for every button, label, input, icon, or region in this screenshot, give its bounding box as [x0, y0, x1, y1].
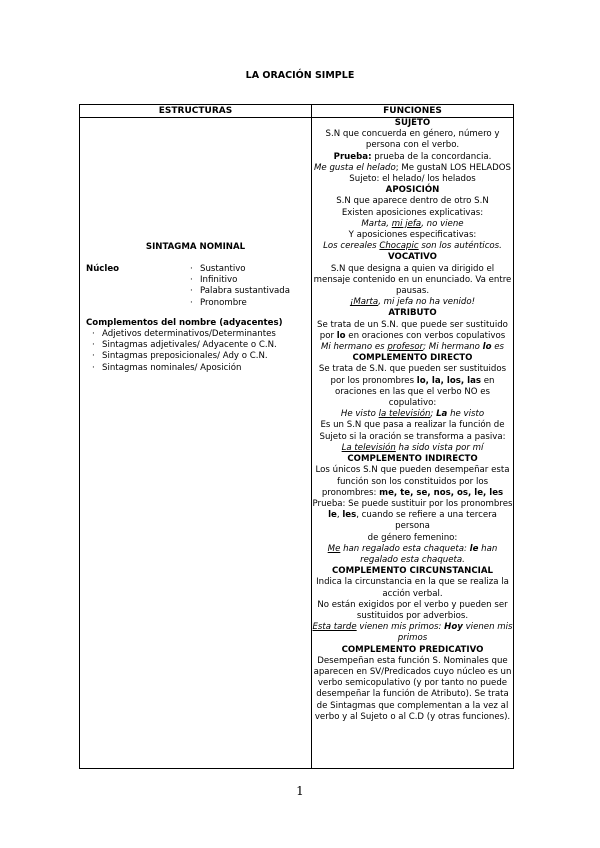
complementos-list — [92, 329, 277, 374]
cc-adverbios: No están exigidos por el verbo y pueden ser sustituidos por adverbios. — [317, 599, 508, 621]
section-title-aposicion: APOSICIÓN — [385, 185, 440, 196]
section-title-cc: COMPLEMENTO CIRCUNSTANCIAL — [331, 566, 494, 577]
list-item: · Adjetivos determinativos/Determinantes — [92, 329, 276, 339]
vocativo-definition: S.N que designa a quien va dirigido el mensaje contenido en un enunciado. Va entre pausas. — [313, 263, 512, 297]
section-title-cd: COMPLEMENTO DIRECTO — [352, 353, 473, 364]
list-item: · Sintagmas preposicionales/ Ady o C.N. — [92, 351, 268, 362]
complementos-title: Complementos del nombre (adyacentes) — [86, 318, 283, 328]
sujeto-example-2: Sujeto: el helado/ los helados — [349, 174, 476, 185]
page-number: 1 — [296, 784, 304, 798]
list-item: · Palabra sustantivada — [190, 286, 291, 297]
aposicion-especificativas: Y aposiciones especificativas: — [348, 230, 477, 241]
table-body-row — [80, 118, 514, 769]
ci-prueba: Prueba: Se puede sustituir por los pronombres le, les, cuando se refiere a una tercera persona — [312, 498, 513, 532]
aposicion-definition: S.N que aparece dentro de otro S.N — [336, 196, 489, 207]
cd-definition: Se trata de S.N. que pueden ser sustituidos por los pronombres lo, la, los, las en oraciones en las que el verbo NO es copulativo: — [318, 364, 507, 409]
list-item: · Sintagmas nominales/ Aposición — [92, 362, 242, 373]
cc-example: Esta tarde vienen mis primos: Hoy vienen mis primos — [312, 622, 513, 644]
header-estructuras: ESTRUCTURAS — [80, 105, 312, 118]
funciones-cell — [312, 118, 514, 769]
cd-pasiva: Es un S.N que pasa a realizar la función de Sujeto si la oración se transforma a pasiva: — [319, 420, 506, 442]
page-title: LA ORACIÓN SIMPLE — [245, 70, 355, 81]
header-funciones: FUNCIONES — [312, 105, 514, 118]
table-header-row — [80, 105, 514, 118]
cd-example: He visto la televisión; La he visto — [340, 409, 485, 420]
sujeto-example: Me gusta el helado; Me gustaN LOS HELADOS — [314, 162, 511, 173]
section-title-atributo: ATRIBUTO — [388, 308, 437, 319]
sujeto-prueba: Prueba: prueba de la concordancia. — [333, 151, 492, 162]
ci-example: Me han regalado esta chaqueta: le han regalado esta chaqueta. — [327, 543, 498, 565]
estructuras-cell — [80, 118, 312, 769]
structures-functions-table — [79, 104, 514, 769]
section-title-cpred: COMPLEMENTO PREDICATIVO — [341, 644, 484, 655]
ci-genero: de género femenino: — [367, 532, 458, 543]
vocativo-example: ¡Marta, mi jefa no ha venido! — [349, 297, 476, 308]
section-title-vocativo: VOCATIVO — [388, 252, 437, 263]
sujeto-definition: S.N que concuerda en género, número y persona con el verbo. — [325, 129, 500, 151]
atributo-definition: Se trata de un S.N. que puede ser sustituido por lo en oraciones con verbos copulativos — [317, 319, 508, 341]
atributo-example: Mi hermano es profesor; Mi hermano lo es — [320, 342, 505, 353]
list-item: · Pronombre — [190, 297, 247, 308]
aposicion-example: Marta, mi jefa, no viene — [361, 218, 464, 229]
cd-example-2: La televisión ha sido vista por mí — [341, 442, 484, 453]
aposicion-explicativas: Existen aposiciones explicativas: — [341, 207, 484, 218]
list-item: · Infinitivo — [190, 275, 238, 286]
section-title-sujeto: SUJETO — [394, 118, 431, 128]
nucleo-label: Núcleo — [86, 264, 120, 274]
list-item: · Sustantivo — [190, 264, 246, 274]
ci-definition: Los únicos S.N que pueden desempeñar esta función son los constituidos por los pronombres: me, te, se, nos, os, le, les — [315, 465, 510, 498]
cpred-definition: Desempeñan esta función S. Nominales que aparecen en SV/Predicados cuyo núcleo es un verbo semicopulativo (y por tanto no puede desempeñar la función de Atributo). Se trata de Sintagmas que complementan a la vez al verbo y al Sujeto o al C.D (y otras funciones). — [313, 655, 512, 722]
cc-definition: Indica la circunstancia en la que se realiza la acción verbal. — [316, 577, 509, 599]
sintagma-nominal-title: SINTAGMA NOMINAL — [145, 242, 246, 252]
aposicion-example-2: Los cereales Chocapic son los auténticos. — [323, 241, 502, 252]
section-title-ci: COMPLEMENTO INDIRECTO — [347, 454, 478, 465]
list-item: · Sintagmas adjetivales/ Adyacente o C.N. — [92, 340, 277, 351]
nucleo-list — [190, 264, 290, 309]
